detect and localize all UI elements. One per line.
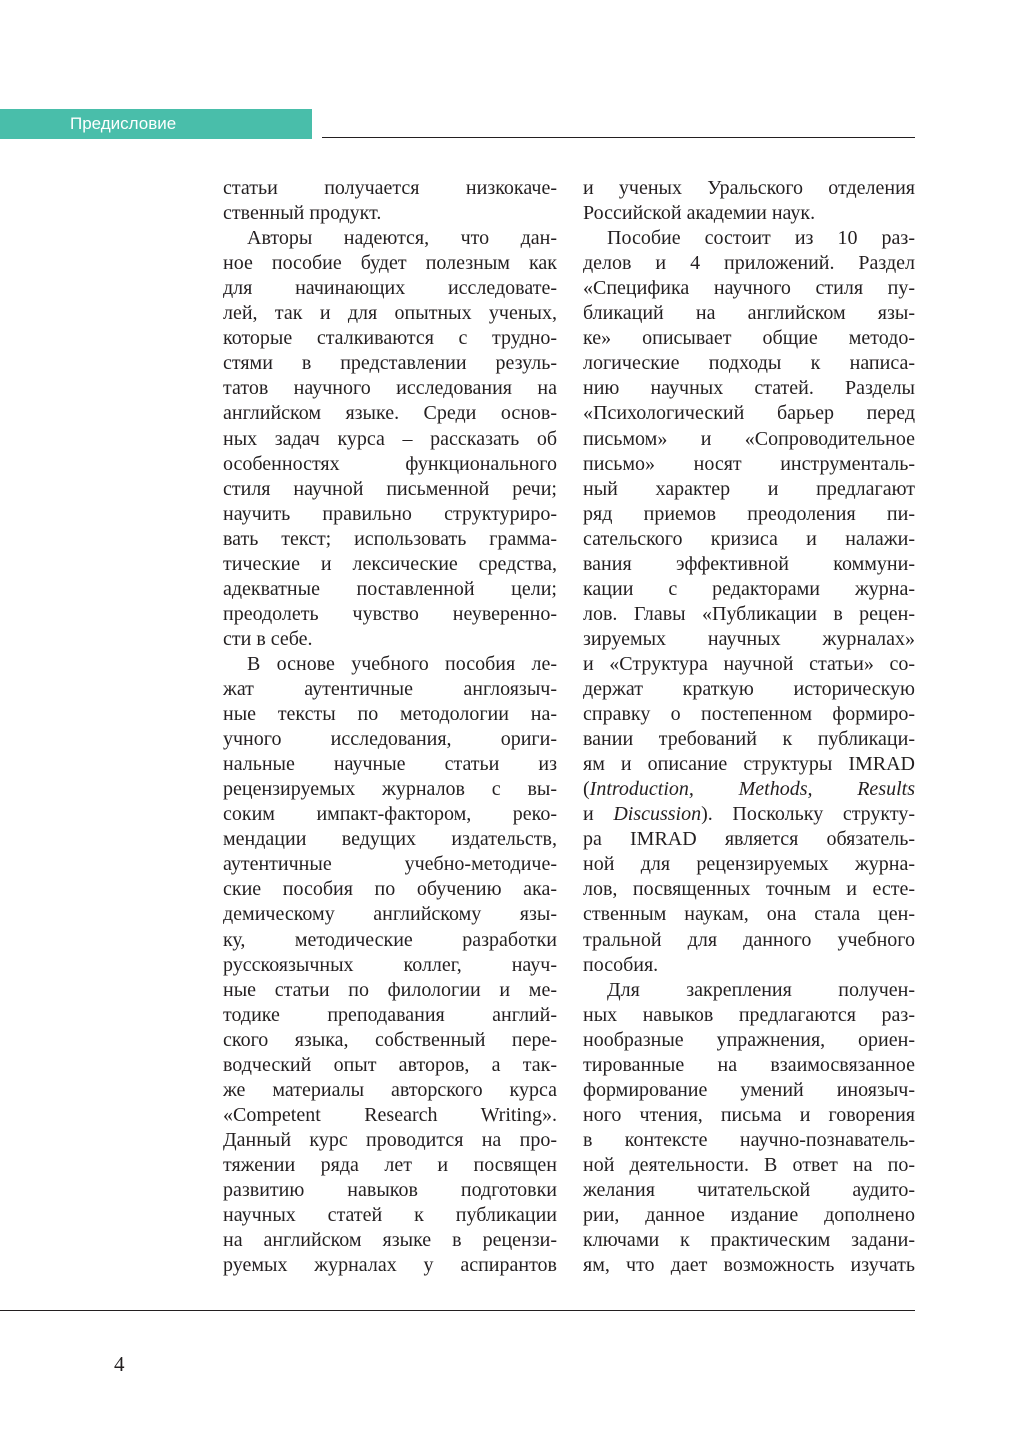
right-column-line: ных навыков предлагаются раз- [583,1004,915,1026]
left-column-line: преодолеть чувство неуверенно- [223,603,557,625]
section-header-band [0,109,312,139]
left-column-line: водческий опыт авторов, а так- [223,1054,557,1076]
right-column-line: кации с редакторами журна- [583,578,915,600]
right-column-line: и ученых Уральского отделения [583,177,915,199]
left-column-line: ственный продукт. [223,202,382,224]
right-column-line: ного чтения, письма и говорения [583,1104,915,1126]
right-column-line: лов. Главы «Публикации в рецен- [583,603,915,625]
left-column-line: демическому английскому язы- [223,903,557,925]
right-column-line: ям, что дает возможность изучать [583,1254,915,1276]
left-column-line: статьи получается низкокаче- [223,177,557,199]
text-segment: и [583,803,614,825]
left-column-line: для начинающих исследовате- [223,277,557,299]
right-column-line: делов и 4 приложений. Раздел [583,252,915,274]
left-column-line: ные статьи по филологии и ме- [223,979,557,1001]
left-column-line: «Competent Research Writing». [223,1104,557,1126]
right-column-line: ке» описывает общие методо- [583,327,915,349]
left-column-line: же материалы авторского курса [223,1079,557,1101]
left-column-line: тические и лексические средства, [223,553,557,575]
left-column-line: которые сталкиваются с трудно- [223,327,557,349]
left-column-line: ку, методические разработки [223,929,557,951]
left-column-line: лей, так и для опытных ученых, [223,302,557,324]
right-column-line [583,777,915,802]
left-column-line: ские пособия по обучению ака- [223,878,557,900]
left-column-line: научных статей к публикации [223,1204,557,1226]
right-column-line: «Специфика научного стиля пу- [583,277,915,299]
left-column-line: английском языке. Среди основ- [223,402,557,424]
left-column-line: ского языка, собственный пере- [223,1029,557,1051]
left-column-line: ных задач курса – рассказать об [223,428,557,450]
right-column-line: сательского кризиса и налажи- [583,528,915,550]
right-column-line: формирование умений иноязыч- [583,1079,915,1101]
right-column-line: ряд приемов преодоления пи- [583,503,915,525]
italic-term: Methods, [738,778,813,800]
left-column-line: ное пособие будет полезным как [223,252,557,274]
right-column-line: держат краткую историческую [583,678,915,700]
right-column-line: письмо» носят инструменталь- [583,453,915,475]
italic-term: Results [857,778,915,800]
left-column-line: В основе учебного пособия ле- [247,653,557,675]
right-column-line: зируемых научных журналах» [583,628,915,650]
right-column-line: ной для рецензируемых журна- [583,853,915,875]
right-column-line: «Психологический барьер перед [583,402,915,424]
left-column-line: на английском языке в рецензи- [223,1229,557,1251]
left-column-line: учного исследования, ориги- [223,728,557,750]
right-column-line: тированные на взаимосвязанное [583,1054,915,1076]
left-column-line: руемых журналах у аспирантов [223,1254,557,1276]
right-column-line: письмом» и «Сопроводительное [583,428,915,450]
right-column-line: вании требований к публикаци- [583,728,915,750]
right-column-line: Российской академии наук. [583,202,816,224]
left-column-line: нальные научные статьи из [223,753,557,775]
right-column-line: нообразные упражнения, ориен- [583,1029,915,1051]
right-column-line: в контексте научно-познаватель- [583,1129,915,1151]
left-column-line: татов научного исследования на [223,377,557,399]
right-column-line: бликаций на английском язы- [583,302,915,324]
right-column-line: Для закрепления получен- [607,979,915,1001]
header-rule [322,137,915,138]
left-column-line: соким импакт-фактором, реко- [223,803,557,825]
right-column-line: ям и описание структуры IMRAD [583,753,915,775]
right-column-line: рии, данное издание дополнено [583,1204,915,1226]
right-column-line: пособия. [583,954,659,976]
left-column-line: стиля научной письменной речи; [223,478,557,500]
left-column-line: русскоязычных коллег, науч- [223,954,557,976]
right-column-line: тральной для данного учебного [583,929,915,951]
left-column-line: особенностях функционального [223,453,557,475]
left-column-line: стями в представлении резуль- [223,352,557,374]
right-column-line: вания эффективной коммуни- [583,553,915,575]
right-column-line [583,802,915,827]
left-column-line: рецензируемых журналов с вы- [223,778,557,800]
right-column-line: лов, посвященных точным и есте- [583,878,915,900]
footer-rule [0,1310,915,1311]
text-segment [813,778,858,800]
left-column-line: научить правильно структуриро- [223,503,557,525]
left-column-line: тодике преподавания англий- [223,1004,557,1026]
left-column-line: Авторы надеются, что дан- [247,227,557,249]
left-column-line: сти в себе. [223,628,313,650]
right-column-line: логические подходы к написа- [583,352,915,374]
page-number: 4 [114,1352,125,1376]
left-column-line: жат аутентичные англоязыч- [223,678,557,700]
right-column-line: ный характер и предлагают [583,478,915,500]
text-segment [694,778,739,800]
right-column-line: ной деятельности. В ответ на по- [583,1154,915,1176]
right-column-line: ключами к практическим задани- [583,1229,915,1251]
right-column-line: нию научных статей. Разделы [583,377,915,399]
left-column-line: вать текст; использовать грамма- [223,528,557,550]
right-column-line: ра IMRAD является обязатель- [583,828,915,850]
left-column-line: Данный курс проводится на про- [223,1129,557,1151]
right-column-line: и «Структура научной статьи» со- [583,653,915,675]
section-title: Предисловие [70,114,177,133]
italic-term: Discussion [613,803,702,825]
text-segment: ). Поскольку структу- [701,803,916,825]
italic-term: Introduction, [589,778,694,800]
left-column-line: ные тексты по методологии на- [223,703,557,725]
left-column-line: развитию навыков подготовки [223,1179,557,1201]
right-column-line: Пособие состоит из 10 раз- [607,227,915,249]
left-column-line: аутентичные учебно-методиче- [223,853,557,875]
left-column-line: тяжении ряда лет и посвящен [223,1154,557,1176]
left-column-line: мендации ведущих издательств, [223,828,557,850]
left-column-line: адекватные поставленной цели; [223,578,557,600]
right-column-line: справку о постепенном формиро- [583,703,915,725]
right-column-line: желания читательской аудито- [583,1179,915,1201]
right-column-line: ственным наукам, она стала цен- [583,903,915,925]
text-segment: ( [583,778,590,800]
